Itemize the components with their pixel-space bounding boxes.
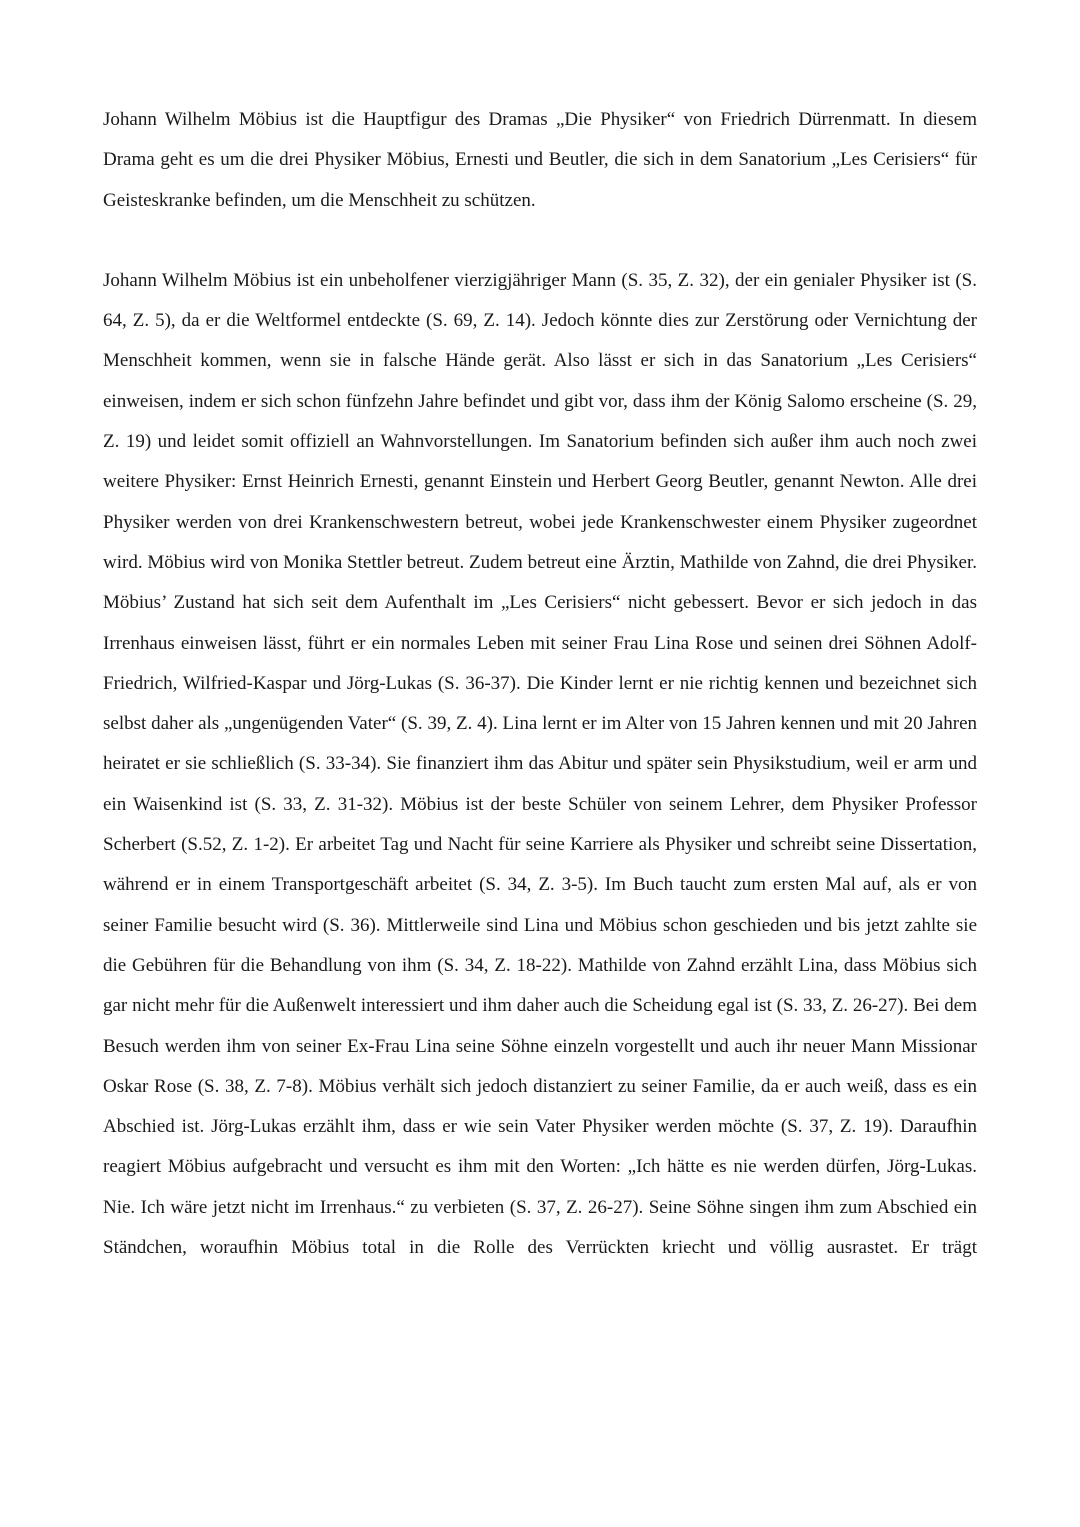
intro-paragraph: Johann Wilhelm Möbius ist die Hauptfigur des Dramas „Die Physiker“ von Friedrich Dürrenmatt. In diesem Drama geht es um die drei Physiker Möbius, Ernesti und Beutler, die sich in dem Sanatorium „Les Cerisiers“ für Geisteskranke befinden, um die Menschheit zu schützen. [103, 109, 977, 211]
document-page [103, 100, 977, 1268]
body-paragraph: Johann Wilhelm Möbius ist ein unbeholfener vierzigjähriger Mann (S. 35, Z. 32), der ein genialer Physiker ist (S. 64, Z. 5), da er die Weltformel entdeckte (S. 69, Z. 14). Jedoch könnte dies zur Zerstörung oder Vernichtung der Menschheit kommen, wenn sie in falsche Hände gerät. Also lässt er sich in das Sanatorium „Les Cerisiers“ einweisen, indem er sich schon fünfzehn Jahre befindet und gibt vor, dass ihm der König Salomo erscheine (S. 29, Z. 19) und leidet somit offiziell an Wahnvorstellungen. Im Sanatorium befinden sich außer ihm auch noch zwei weitere Physiker: Ernst Heinrich Ernesti, genannt Einstein und Herbert Georg Beutler, genannt Newton. Alle drei Physiker werden von drei Krankenschwestern betreut, wobei jede Krankenschwester einem Physiker zugeordnet wird. Möbius wird von Monika Stettler betreut. Zudem betreut eine Ärztin, Mathilde von Zahnd, die drei Physiker. Möbius’ Zustand hat sich seit dem Aufenthalt im „Les Cerisiers“ nicht gebessert. Bevor er sich jedoch in das Irrenhaus einweisen lässt, führt er ein normales Leben mit seiner Frau Lina Rose und seinen drei Söhnen Adolf-Friedrich, Wilfried-Kaspar und Jörg-Lukas (S. 36-37). Die Kinder lernt er nie richtig kennen und bezeichnet sich selbst daher als „ungenügenden Vater“ (S. 39, Z. 4). Lina lernt er im Alter von 15 Jahren kennen und mit 20 Jahren heiratet er sie schließlich (S. 33-34). Sie finanziert ihm das Abitur und später sein Physikstudium, weil er arm und ein Waisenkind ist (S. 33, Z. 31-32). Möbius ist der beste Schüler von seinem Lehrer, dem Physiker Professor Scherbert (S.52, Z. 1-2). Er arbeitet Tag und Nacht für seine Karriere als Physiker und schreibt seine Dissertation, während er in einem Transportgeschäft arbeitet (S. 34, Z. 3-5). Im Buch taucht zum ersten Mal auf, als er von seiner Familie besucht wird (S. 36). Mittlerweile sind Lina und Möbius schon geschieden und bis jetzt zahlte sie die Gebühren für die Behandlung von ihm (S. 34, Z. 18-22). Mathilde von Zahnd erzählt Lina, dass Möbius sich gar nicht mehr für die Außenwelt interessiert und ihm daher auch die Scheidung egal ist (S. 33, Z. 26-27). Bei dem Besuch werden ihm von seiner Ex-Frau Lina seine Söhne einzeln vorgestellt und auch ihr neuer Mann Missionar Oskar Rose (S. 38, Z. 7-8). Möbius verhält sich jedoch distanziert zu seiner Familie, da er auch weiß, dass es ein Abschied ist. Jörg-Lukas erzählt ihm, dass er wie sein Vater Physiker werden möchte (S. 37, Z. 19). Daraufhin reagiert Möbius aufgebracht und versucht es ihm mit den Worten: „Ich hätte es nie werden dürfen, Jörg-Lukas. Nie. Ich wäre jetzt nicht im Irrenhaus.“ zu verbieten (S. 37, Z. 26-27). Seine Söhne singen ihm zum Abschied ein Ständchen, woraufhin Möbius total in die Rolle des Verrückten kriecht und völlig ausrastet. Er trägt [103, 269, 977, 1259]
